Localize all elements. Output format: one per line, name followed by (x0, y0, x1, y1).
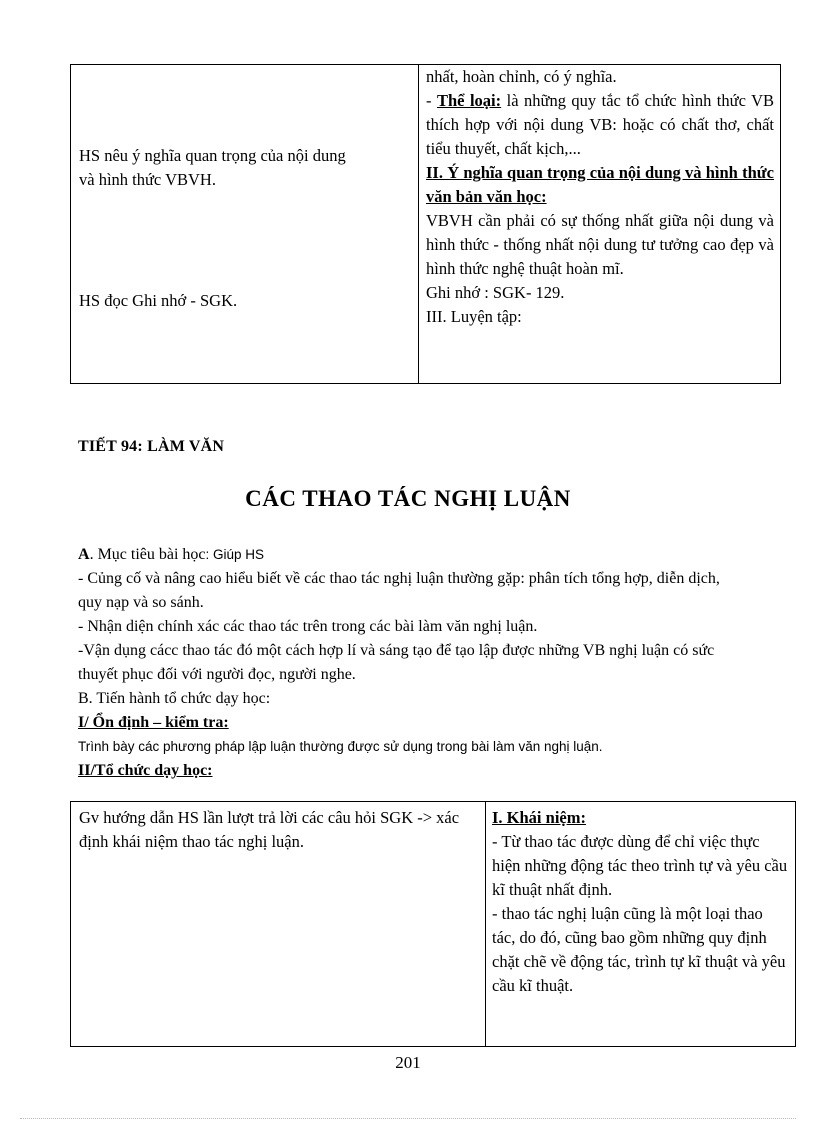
content-item: - Từ thao tác được dùng để chỉ việc thực hiện những động tác theo trình tự và yêu cầu kĩ thuật nhất định. (492, 832, 788, 899)
section-heading: II. Ý nghĩa quan trọng của nội dung và hình thức văn bản văn học: (426, 163, 774, 206)
footer-divider (20, 1118, 796, 1119)
content-column (419, 65, 781, 384)
genre-label: Thể loại: (436, 91, 502, 110)
step-heading: I/ Ổn định – kiểm tra: (78, 714, 229, 731)
lesson-table-top (70, 64, 781, 384)
objective-item: - Nhận diện chính xác các thao tác trên trong các bài làm văn nghị luận. (78, 618, 538, 635)
activity-item: Gv hướng dẫn HS lần lượt trả lời các câu hỏi SGK -> xác định khái niệm thao tác nghị luận. (79, 808, 460, 851)
activity-item-memo: HS đọc Ghi nhớ - SGK. (79, 291, 238, 310)
section-heading: I. Khái niệm: (492, 808, 586, 827)
objective-item: - Củng cố và nâng cao hiểu biết về các thao tác nghị luận thường gặp: phân tích tổng hợp, diễn dịch, quy nạp và so sánh. (78, 570, 720, 611)
step-heading: II/Tổ chức dạy học: (78, 762, 213, 779)
objectives-heading: A. Mục tiêu bài học: Giúp HS (78, 546, 265, 563)
practice-heading: III. Luyện tập: (426, 307, 522, 326)
section-text: VBVH cần phải có sự thống nhất giữa nội dung và hình thức - thống nhất nội dung tư tưởng cao đẹp và hình thức nghệ thuật hoàn mĩ. (426, 211, 774, 278)
activity-item-meaning: HS nêu ý nghĩa quan trọng của nội dung và hình thức VBVH. (79, 146, 346, 189)
lesson-heading: TIẾT 94: LÀM VĂN (78, 438, 225, 455)
step-text: Trình bày các phương pháp lập luận thường được sử dụng trong bài làm văn nghị luận. (78, 739, 603, 754)
content-line: nhất, hoàn chỉnh, có ý nghĩa. (426, 67, 617, 86)
objectives-section (78, 543, 740, 783)
content-column (486, 802, 796, 1047)
page-title: CÁC THAO TÁC NGHỊ LUẬN (245, 486, 571, 511)
activity-column (71, 802, 486, 1047)
memo-line: Ghi nhớ : SGK- 129. (426, 283, 565, 302)
activity-column (71, 65, 419, 384)
genre-definition: - Thể loại: là những quy tắc tổ chức hình thức VB thích hợp với nội dung VB: hoặc có chất thơ, chất tiểu thuyết, chất kịch,... (426, 91, 774, 158)
objective-item: -Vận dụng cácc thao tác đó một cách hợp lí và sáng tạo để tạo lập được những VB nghị luận có sức thuyết phục đối với người đọc, người nghe. (78, 642, 715, 683)
lesson-table-bottom (70, 801, 796, 1047)
process-heading: B. Tiến hành tổ chức dạy học: (78, 690, 271, 707)
content-item: - thao tác nghị luận cũng là một loại thao tác, do đó, cũng bao gồm những quy định chặt chẽ về động tác, trình tự kĩ thuật và yêu cầu kĩ thuật. (492, 904, 786, 995)
page-number: 201 (395, 1053, 421, 1072)
